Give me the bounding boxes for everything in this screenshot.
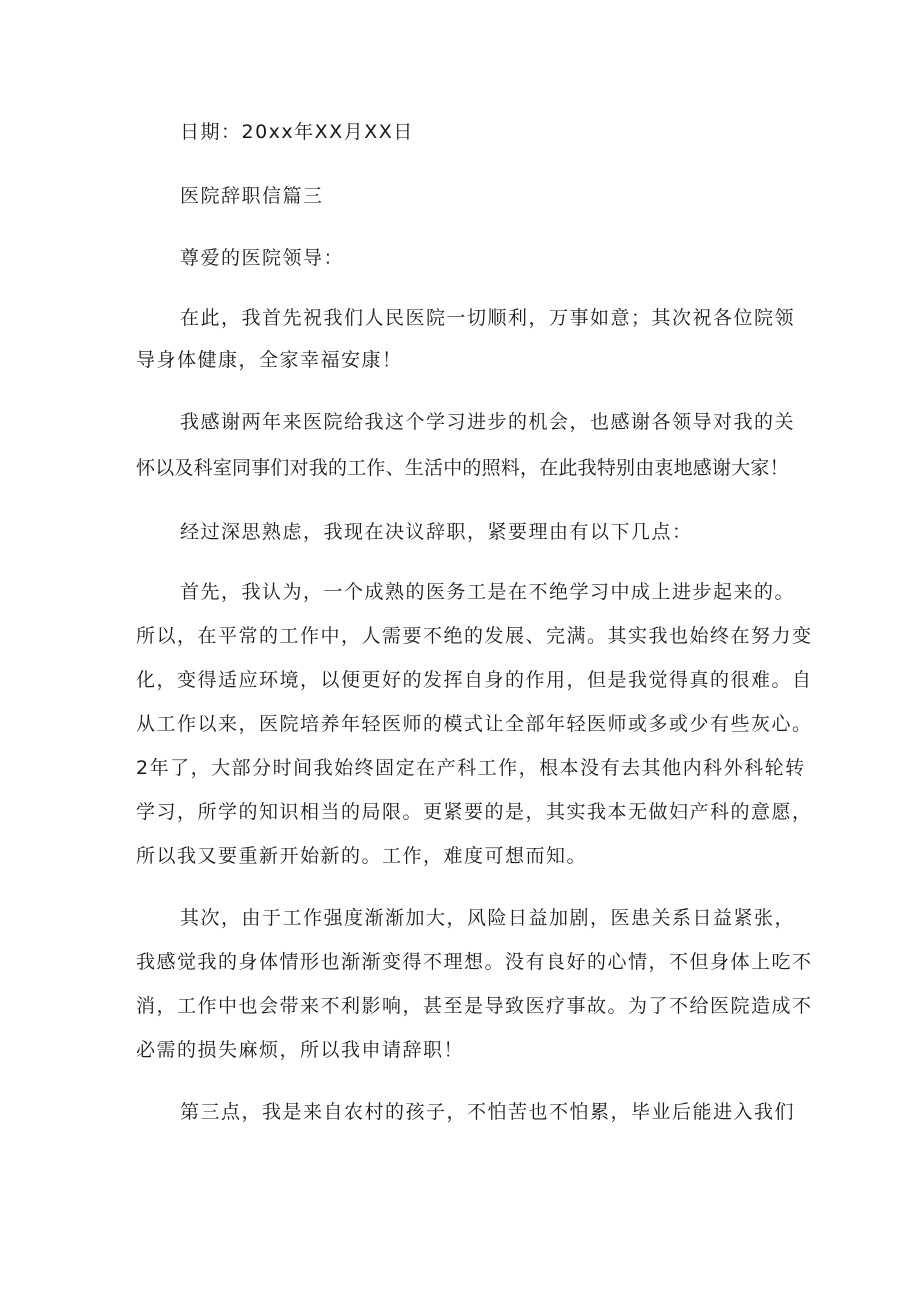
body-line: 从工作以来，医院培养年轻医师的模式让全部年轻医师或多或少有些灰心。 (136, 713, 813, 735)
body-line: 首先，我认为，一个成熟的医务工是在不绝学习中成上进步起来的。 (180, 581, 796, 603)
body-line: 所以我又要重新开始新的。工作，难度可想而知。 (136, 845, 588, 867)
body-line: 我感谢两年来医院给我这个学习进步的机会，也感谢各领导对我的关 (180, 411, 796, 433)
body-line: 怀以及科室同事们对我的工作、生活中的照料，在此我特别由衷地感谢大家！ (136, 457, 789, 479)
body-line: 消，工作中也会带来不利影响，甚至是导致医疗事故。为了不给医院造成不 (136, 995, 813, 1017)
body-line: 必需的损失麻烦，所以我申请辞职！ (136, 1039, 465, 1061)
date-line: 日期：20xx年XX月XX日 (180, 121, 414, 143)
body-line: 所以，在平常的工作中，人需要不绝的发展、完满。其实我也始终在努力变 (136, 625, 813, 647)
section-title: 医院辞职信篇三 (180, 185, 324, 207)
body-line: 其次，由于工作强度渐渐加大，风险日益加剧，医患关系日益紧张， (180, 907, 796, 929)
body-line: 2年了，大部分时间我始终固定在产科工作，根本没有去其他内科外科轮转 (136, 757, 806, 779)
salutation: 尊爱的医院领导： (180, 247, 345, 269)
body-line: 经过深思熟虑，我现在决议辞职，紧要理由有以下几点： (180, 521, 693, 543)
body-line: 学习，所学的知识相当的局限。更紧要的是，其实我本无做妇产科的意愿， (136, 801, 813, 823)
body-line: 化，变得适应环境，以便更好的发挥自身的作用，但是我觉得真的很难。自 (136, 669, 813, 691)
body-line: 第三点，我是来自农村的孩子，不怕苦也不怕累，毕业后能进入我们 (180, 1101, 796, 1123)
body-line: 在此，我首先祝我们人民医院一切顺利，万事如意；其次祝各位院领 (180, 307, 796, 329)
body-line: 我感觉我的身体情形也渐渐变得不理想。没有良好的心情，不但身体上吃不 (136, 951, 813, 973)
body-line: 导身体健康，全家幸福安康！ (136, 349, 403, 371)
